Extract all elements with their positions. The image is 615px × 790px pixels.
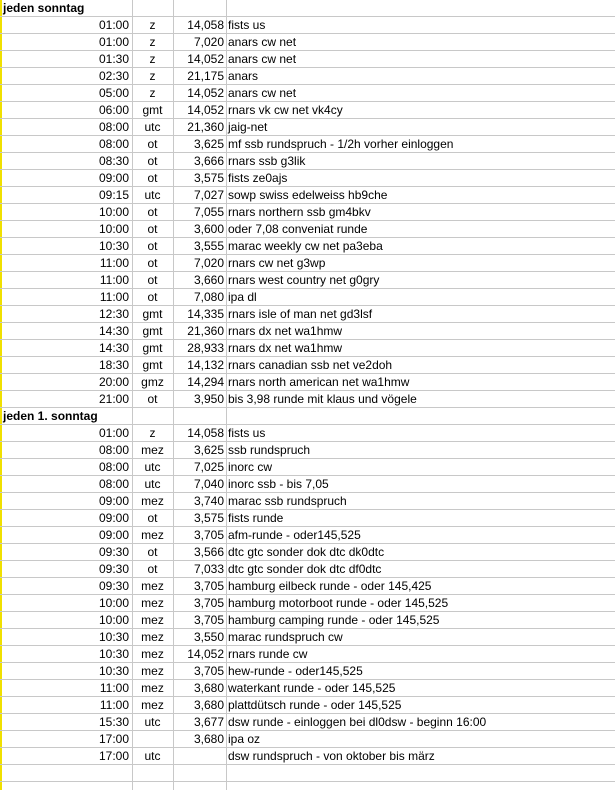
description-cell[interactable]: fists ze0ajs [228,171,288,185]
frequency-cell[interactable]: 7,080 [193,290,224,304]
timezone-cell[interactable]: ot [147,154,158,168]
time-cell[interactable]: 06:00 [98,103,129,117]
table-row [0,731,615,748]
frequency-cell[interactable]: 3,705 [193,528,224,542]
time-cell[interactable]: 05:00 [98,86,129,100]
description-cell[interactable]: marac rundspruch cw [228,630,343,644]
table-row [0,255,615,272]
table-row [0,510,615,527]
description-cell[interactable]: ssb rundspruch [228,443,311,457]
table-row [0,17,615,34]
time-cell[interactable]: 10:30 [98,630,129,644]
frequency-cell[interactable]: 3,705 [193,613,224,627]
time-cell[interactable]: 08:00 [98,477,129,491]
frequency-cell[interactable]: 3,555 [193,239,224,253]
frequency-cell[interactable]: 7,020 [193,35,224,49]
timezone-cell[interactable]: mez [141,681,164,695]
table-row [0,306,615,323]
frequency-cell[interactable]: 14,335 [187,307,224,321]
time-cell[interactable]: 11:00 [99,698,129,712]
frequency-cell[interactable]: 14,052 [187,86,224,100]
table-row [0,629,615,646]
time-cell[interactable]: 18:30 [98,358,129,372]
description-cell[interactable]: plattdütsch runde - oder 145,525 [228,698,402,712]
description-cell[interactable]: rnars northern ssb gm4bkv [228,205,371,219]
description-cell[interactable]: oder 7,08 conveniat runde [228,222,368,236]
time-cell[interactable]: 09:30 [98,545,129,559]
timezone-cell[interactable]: utc [144,188,161,202]
description-cell[interactable]: mf ssb rundspruch - 1/2h vorher einloggen [228,137,454,151]
table-row [0,102,615,119]
description-cell[interactable]: dtc gtc sonder dok dtc df0dtc [228,562,382,576]
description-cell[interactable]: dtc gtc sonder dok dtc dk0dtc [228,545,385,559]
frequency-cell[interactable]: 14,132 [187,358,224,372]
description-cell[interactable]: waterkant runde - oder 145,525 [228,681,396,695]
table-row [0,85,615,102]
timezone-cell[interactable]: utc [144,477,161,491]
timezone-cell[interactable]: z [149,69,156,83]
frequency-cell[interactable]: 3,600 [193,222,224,236]
time-cell[interactable]: 10:30 [98,664,129,678]
description-cell[interactable]: anars cw net [228,35,297,49]
table-row [0,357,615,374]
timezone-cell[interactable]: gmt [142,324,163,338]
frequency-cell[interactable]: 3,705 [193,596,224,610]
description-cell[interactable]: dsw rundspruch - von oktober bis märz [228,749,435,763]
table-row [0,289,615,306]
frequency-cell[interactable]: 7,055 [193,205,224,219]
time-cell[interactable]: 21:00 [98,392,129,406]
timezone-cell[interactable]: mez [141,528,164,542]
table-row [0,527,615,544]
table-row [0,374,615,391]
timezone-cell[interactable]: ot [147,137,158,151]
timezone-cell[interactable]: gmt [142,341,163,355]
time-cell[interactable]: 17:00 [98,749,129,763]
description-cell[interactable]: anars [228,69,259,83]
table-row [0,170,615,187]
frequency-cell[interactable]: 3,680 [193,698,224,712]
table-row [0,340,615,357]
frequency-cell[interactable]: 14,052 [187,647,224,661]
table-row [0,68,615,85]
table-row [0,680,615,697]
table-row [0,391,615,408]
time-cell[interactable]: 11:00 [99,256,129,270]
description-cell[interactable]: rnars isle of man net gd3lsf [228,307,373,321]
timezone-cell[interactable]: mez [141,647,164,661]
frequency-cell[interactable]: 3,660 [193,273,224,287]
description-cell[interactable]: fists us [228,18,266,32]
time-cell[interactable]: 15:30 [98,715,129,729]
frequency-cell[interactable]: 7,020 [193,256,224,270]
description-cell[interactable]: rnars dx net wa1hmw [228,324,343,338]
time-cell[interactable]: 10:00 [98,613,129,627]
table-row [0,578,615,595]
table-row [0,187,615,204]
table-row [0,493,615,510]
description-cell[interactable]: ipa dl [228,290,257,304]
timezone-cell[interactable]: gmz [141,375,164,389]
time-cell[interactable]: 08:00 [98,137,129,151]
description-cell[interactable]: inorc cw [228,460,273,474]
timezone-cell[interactable]: mez [141,579,164,593]
timezone-cell[interactable]: mez [141,494,164,508]
time-cell[interactable]: 10:00 [98,222,129,236]
description-cell[interactable]: marac ssb rundspruch [228,494,347,508]
frequency-cell[interactable]: 3,550 [193,630,224,644]
frequency-cell[interactable]: 7,027 [193,188,224,202]
description-cell[interactable]: rnars west country net g0gry [228,273,380,287]
time-cell[interactable]: 01:00 [98,35,129,49]
description-cell[interactable]: rnars ssb g3lik [228,154,306,168]
frequency-cell[interactable]: 3,575 [193,171,224,185]
table-row [0,442,615,459]
table-row [0,272,615,289]
time-cell[interactable]: 14:30 [98,341,129,355]
timezone-cell[interactable]: mez [141,698,164,712]
description-cell[interactable]: rnars runde cw [228,647,308,661]
description-cell[interactable]: fists us [228,426,266,440]
description-cell[interactable]: afm-runde - oder145,525 [228,528,361,542]
time-cell[interactable]: 09:00 [98,494,129,508]
timezone-cell[interactable]: ot [147,171,158,185]
frequency-cell[interactable]: 3,680 [193,732,224,746]
description-cell[interactable]: anars cw net [228,52,297,66]
description-cell[interactable]: hew-runde - oder145,525 [228,664,363,678]
description-cell[interactable]: sowp swiss edelweiss hb9che [228,188,388,202]
time-cell[interactable]: 09:15 [98,188,129,202]
description-cell[interactable]: rnars canadian ssb net ve2doh [228,358,393,372]
section-title[interactable]: jeden sonntag [3,1,85,15]
frequency-cell[interactable]: 3,740 [193,494,224,508]
timezone-cell[interactable]: utc [144,120,161,134]
timezone-cell[interactable]: mez [141,443,164,457]
table-row [0,119,615,136]
timezone-cell[interactable]: ot [147,545,158,559]
frequency-cell[interactable]: 7,040 [193,477,224,491]
time-cell[interactable]: 08:00 [98,443,129,457]
table-row [0,714,615,731]
table-row [0,459,615,476]
table-row [0,697,615,714]
frequency-cell[interactable]: 28,933 [187,341,224,355]
description-cell[interactable]: hamburg eilbeck runde - oder 145,425 [228,579,432,593]
frequency-cell[interactable]: 7,025 [193,460,224,474]
table-row [0,646,615,663]
time-cell[interactable]: 11:00 [99,681,129,695]
time-cell[interactable]: 17:00 [98,732,129,746]
timezone-cell[interactable]: utc [144,749,161,763]
timezone-cell[interactable]: z [149,426,156,440]
table-row [0,153,615,170]
description-cell[interactable]: rnars cw net g3wp [228,256,326,270]
time-cell[interactable]: 14:30 [98,324,129,338]
timezone-cell[interactable]: ot [147,273,158,287]
timezone-cell[interactable]: mez [141,630,164,644]
frequency-cell[interactable]: 14,294 [187,375,224,389]
timezone-cell[interactable]: mez [141,664,164,678]
time-cell[interactable]: 10:30 [98,239,129,253]
frequency-cell[interactable]: 3,575 [193,511,224,525]
description-cell[interactable]: rnars vk cw net vk4cy [228,103,343,117]
frequency-cell[interactable]: 14,052 [187,52,224,66]
time-cell[interactable]: 09:00 [98,528,129,542]
frequency-cell[interactable]: 3,705 [193,579,224,593]
table-row [0,561,615,578]
time-cell[interactable]: 02:30 [98,69,129,83]
timezone-cell[interactable] [132,731,173,747]
frequency-cell[interactable]: 21,175 [187,69,224,83]
description-cell[interactable]: marac weekly cw net pa3eba [228,239,383,253]
section-header-row [0,0,615,17]
description-cell[interactable]: dsw runde - einloggen bei dl0dsw - beginn 16:00 [228,715,487,729]
time-cell[interactable]: 08:00 [98,120,129,134]
time-cell[interactable]: 08:30 [98,154,129,168]
time-cell[interactable]: 09:30 [98,562,129,576]
timezone-cell[interactable]: z [149,86,156,100]
time-cell[interactable]: 10:00 [98,596,129,610]
timezone-cell[interactable]: ot [147,511,158,525]
section-title[interactable]: jeden 1. sonntag [3,409,98,423]
time-cell[interactable]: 09:00 [98,511,129,525]
table-row [0,425,615,442]
timezone-cell[interactable]: gmt [142,307,163,321]
timezone-cell[interactable]: ot [147,392,158,406]
timezone-cell[interactable]: gmt [142,103,163,117]
table-row [0,544,615,561]
empty-row [0,782,615,790]
section-header-row [0,408,615,425]
timezone-cell[interactable]: z [149,18,156,32]
frequency-cell[interactable]: 3,680 [193,681,224,695]
frequency-cell[interactable]: 14,052 [187,103,224,117]
table-row [0,221,615,238]
table-row [0,34,615,51]
timezone-cell[interactable]: ot [147,256,158,270]
table-row [0,51,615,68]
frequency-cell[interactable]: 7,033 [193,562,224,576]
description-cell[interactable]: fists runde [228,511,284,525]
table-row [0,663,615,680]
timezone-cell[interactable]: ot [147,290,158,304]
time-cell[interactable]: 20:00 [98,375,129,389]
table-row [0,323,615,340]
time-cell[interactable]: 10:30 [98,647,129,661]
timezone-cell[interactable]: utc [144,715,161,729]
frequency-cell[interactable]: 14,058 [187,18,224,32]
frequency-cell[interactable]: 3,705 [193,664,224,678]
frequency-cell[interactable]: 3,625 [193,443,224,457]
description-cell[interactable]: rnars dx net wa1hmw [228,341,343,355]
time-cell[interactable]: 12:30 [98,307,129,321]
timezone-cell[interactable]: mez [141,596,164,610]
time-cell[interactable]: 08:00 [98,460,129,474]
table-row [0,204,615,221]
time-cell[interactable]: 11:00 [99,290,129,304]
frequency-cell[interactable]: 3,677 [193,715,224,729]
time-cell[interactable]: 01:30 [98,52,129,66]
timezone-cell[interactable]: ot [147,239,158,253]
time-cell[interactable]: 09:00 [98,171,129,185]
time-cell[interactable]: 10:00 [98,205,129,219]
time-cell[interactable]: 11:00 [99,273,129,287]
time-cell[interactable]: 09:30 [98,579,129,593]
frequency-cell[interactable]: 3,625 [193,137,224,151]
timezone-cell[interactable]: z [149,35,156,49]
description-cell[interactable]: ipa oz [228,732,261,746]
table-row [0,612,615,629]
frequency-cell[interactable] [174,748,225,764]
timezone-cell[interactable]: gmt [142,358,163,372]
timezone-cell[interactable]: z [149,52,156,66]
time-cell[interactable]: 01:00 [98,18,129,32]
frequency-cell[interactable]: 3,666 [193,154,224,168]
empty-row [0,765,615,782]
timezone-cell[interactable]: mez [141,613,164,627]
table-row [0,748,615,765]
description-cell[interactable]: jaig-net [228,120,268,134]
frequency-cell[interactable]: 21,360 [187,324,224,338]
description-cell[interactable]: rnars north american net wa1hmw [228,375,410,389]
table-row [0,136,615,153]
timezone-cell[interactable]: ot [147,205,158,219]
table-row [0,595,615,612]
table-row [0,476,615,493]
frequency-cell[interactable]: 14,058 [187,426,224,440]
time-cell[interactable]: 01:00 [98,426,129,440]
description-cell[interactable]: hamburg motorboot runde - oder 145,525 [228,596,449,610]
timezone-cell[interactable]: ot [147,222,158,236]
table-row [0,238,615,255]
description-cell[interactable]: bis 3,98 runde mit klaus und vögele [228,392,417,406]
description-cell[interactable]: hamburg camping runde - oder 145,525 [228,613,440,627]
timezone-cell[interactable]: utc [144,460,161,474]
description-cell[interactable]: anars cw net [228,86,297,100]
frequency-cell[interactable]: 21,360 [187,120,224,134]
frequency-cell[interactable]: 3,950 [193,392,224,406]
description-cell[interactable]: inorc ssb - bis 7,05 [228,477,329,491]
frequency-cell[interactable]: 3,566 [193,545,224,559]
timezone-cell[interactable]: ot [147,562,158,576]
